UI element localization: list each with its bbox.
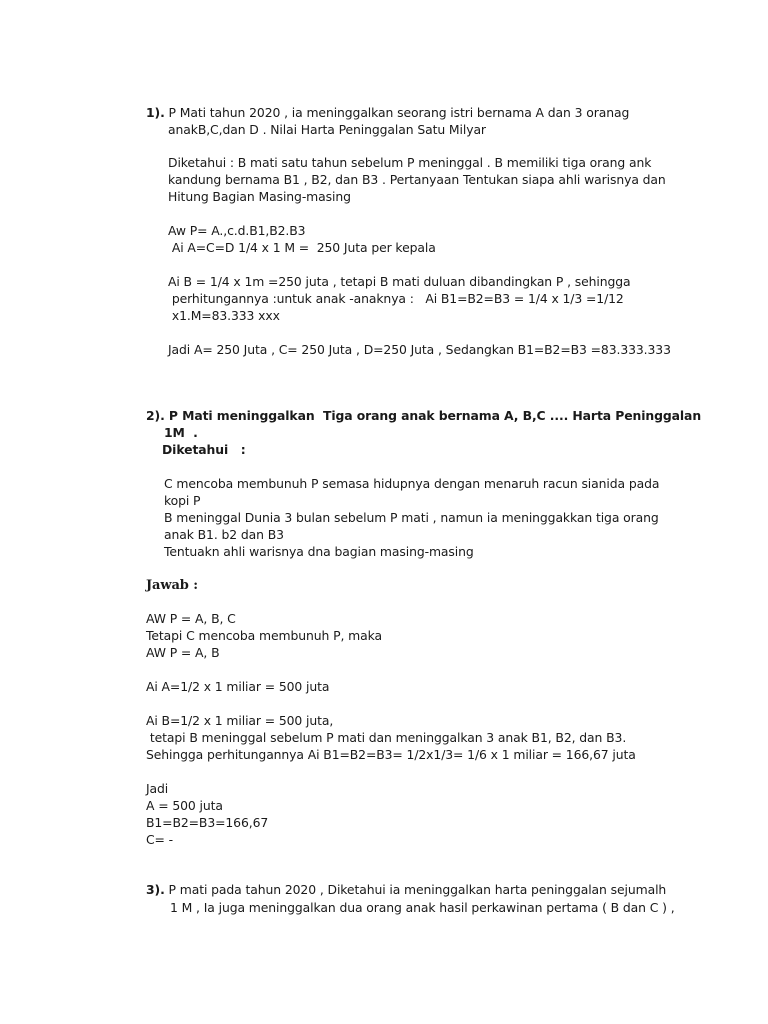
q1-line2: anakB,C,dan D . Nilai Harta Peninggalan Satu Milyar bbox=[168, 122, 486, 137]
q3-number: 3). bbox=[146, 882, 165, 897]
q2-line2: 1M . bbox=[164, 425, 198, 440]
q1-aib-3: x1.M=83.333 xxx bbox=[168, 308, 280, 323]
q2-ai-b-1: Ai B=1/2 x 1 miliar = 500 juta, bbox=[146, 713, 334, 728]
q1-aw-2: Ai A=C=D 1/4 x 1 M = 250 Juta per kepala bbox=[168, 240, 436, 255]
q1-diketahui-1: Diketahui : B mati satu tahun sebelum P meninggal . B memiliki tiga orang ank bbox=[168, 155, 652, 170]
q1-number: 1). bbox=[146, 105, 165, 120]
q1-aib-2: perhitungannya :untuk anak -anaknya : Ai B1=B2=B3 = 1/4 x 1/3 =1/12 bbox=[168, 291, 624, 306]
q2-c-1: C mencoba membunuh P semasa hidupnya dengan menaruh racun sianida pada bbox=[164, 476, 660, 491]
q2-line1: 2). P Mati meninggalkan Tiga orang anak bernama A, B,C .... Harta Peninggalan bbox=[146, 408, 702, 423]
q1-aw-1: Aw P= A.,c.d.B1,B2.B3 bbox=[168, 223, 306, 238]
q2-result-a: A = 500 juta bbox=[146, 798, 223, 813]
q2-ai-b-3: Sehingga perhitungannya Ai B1=B2=B3= 1/2x1/3= 1/6 x 1 miliar = 166,67 juta bbox=[146, 747, 636, 762]
q2-result-c: C= - bbox=[146, 832, 174, 847]
q1-aib-1: Ai B = 1/4 x 1m =250 juta , tetapi B mati duluan dibandingkan P , sehingga bbox=[168, 274, 631, 289]
q2-jawab-heading: Jawab : bbox=[146, 578, 198, 593]
q1-jadi: Jadi A= 250 Juta , C= 250 Juta , D=250 Juta , Sedangkan B1=B2=B3 =83.333.333 bbox=[168, 342, 671, 357]
q1-first-line bbox=[146, 104, 629, 121]
q2-diketahui-heading: Diketahui : bbox=[162, 442, 246, 457]
q1-line1: P Mati tahun 2020 , ia meninggalkan seorang istri bernama A dan 3 oranag bbox=[164, 105, 630, 120]
q1-diketahui-3: Hitung Bagian Masing-masing bbox=[168, 189, 351, 204]
q1-diketahui-2: kandung bernama B1 , B2, dan B3 . Pertanyaan Tentukan siapa ahli warisnya dan bbox=[168, 172, 666, 187]
q2-tentukan: Tentuakn ahli warisnya dna bagian masing-masing bbox=[164, 544, 474, 559]
q2-c-2: kopi P bbox=[164, 493, 201, 508]
q3-first-line bbox=[146, 881, 666, 898]
q3-line1: P mati pada tahun 2020 , Diketahui ia meninggalkan harta peninggalan sejumalh bbox=[164, 882, 667, 897]
q2-aw-3: AW P = A, B bbox=[146, 645, 220, 660]
q2-aw-1: AW P = A, B, C bbox=[146, 611, 236, 626]
q3-line2: 1 M , Ia juga meninggalkan dua orang anak hasil perkawinan pertama ( B dan C ) , bbox=[170, 900, 675, 915]
q2-ai-b-2: tetapi B meninggal sebelum P mati dan meninggalkan 3 anak B1, B2, dan B3. bbox=[146, 730, 627, 745]
q2-aw-2: Tetapi C mencoba membunuh P, maka bbox=[146, 628, 382, 643]
q2-ai-a: Ai A=1/2 x 1 miliar = 500 juta bbox=[146, 679, 330, 694]
q2-result-b: B1=B2=B3=166,67 bbox=[146, 815, 269, 830]
q2-b-1: B meninggal Dunia 3 bulan sebelum P mati , namun ia meninggakkan tiga orang bbox=[164, 510, 659, 525]
q2-b-2: anak B1. b2 dan B3 bbox=[164, 527, 284, 542]
q2-jadi: Jadi bbox=[146, 781, 169, 796]
